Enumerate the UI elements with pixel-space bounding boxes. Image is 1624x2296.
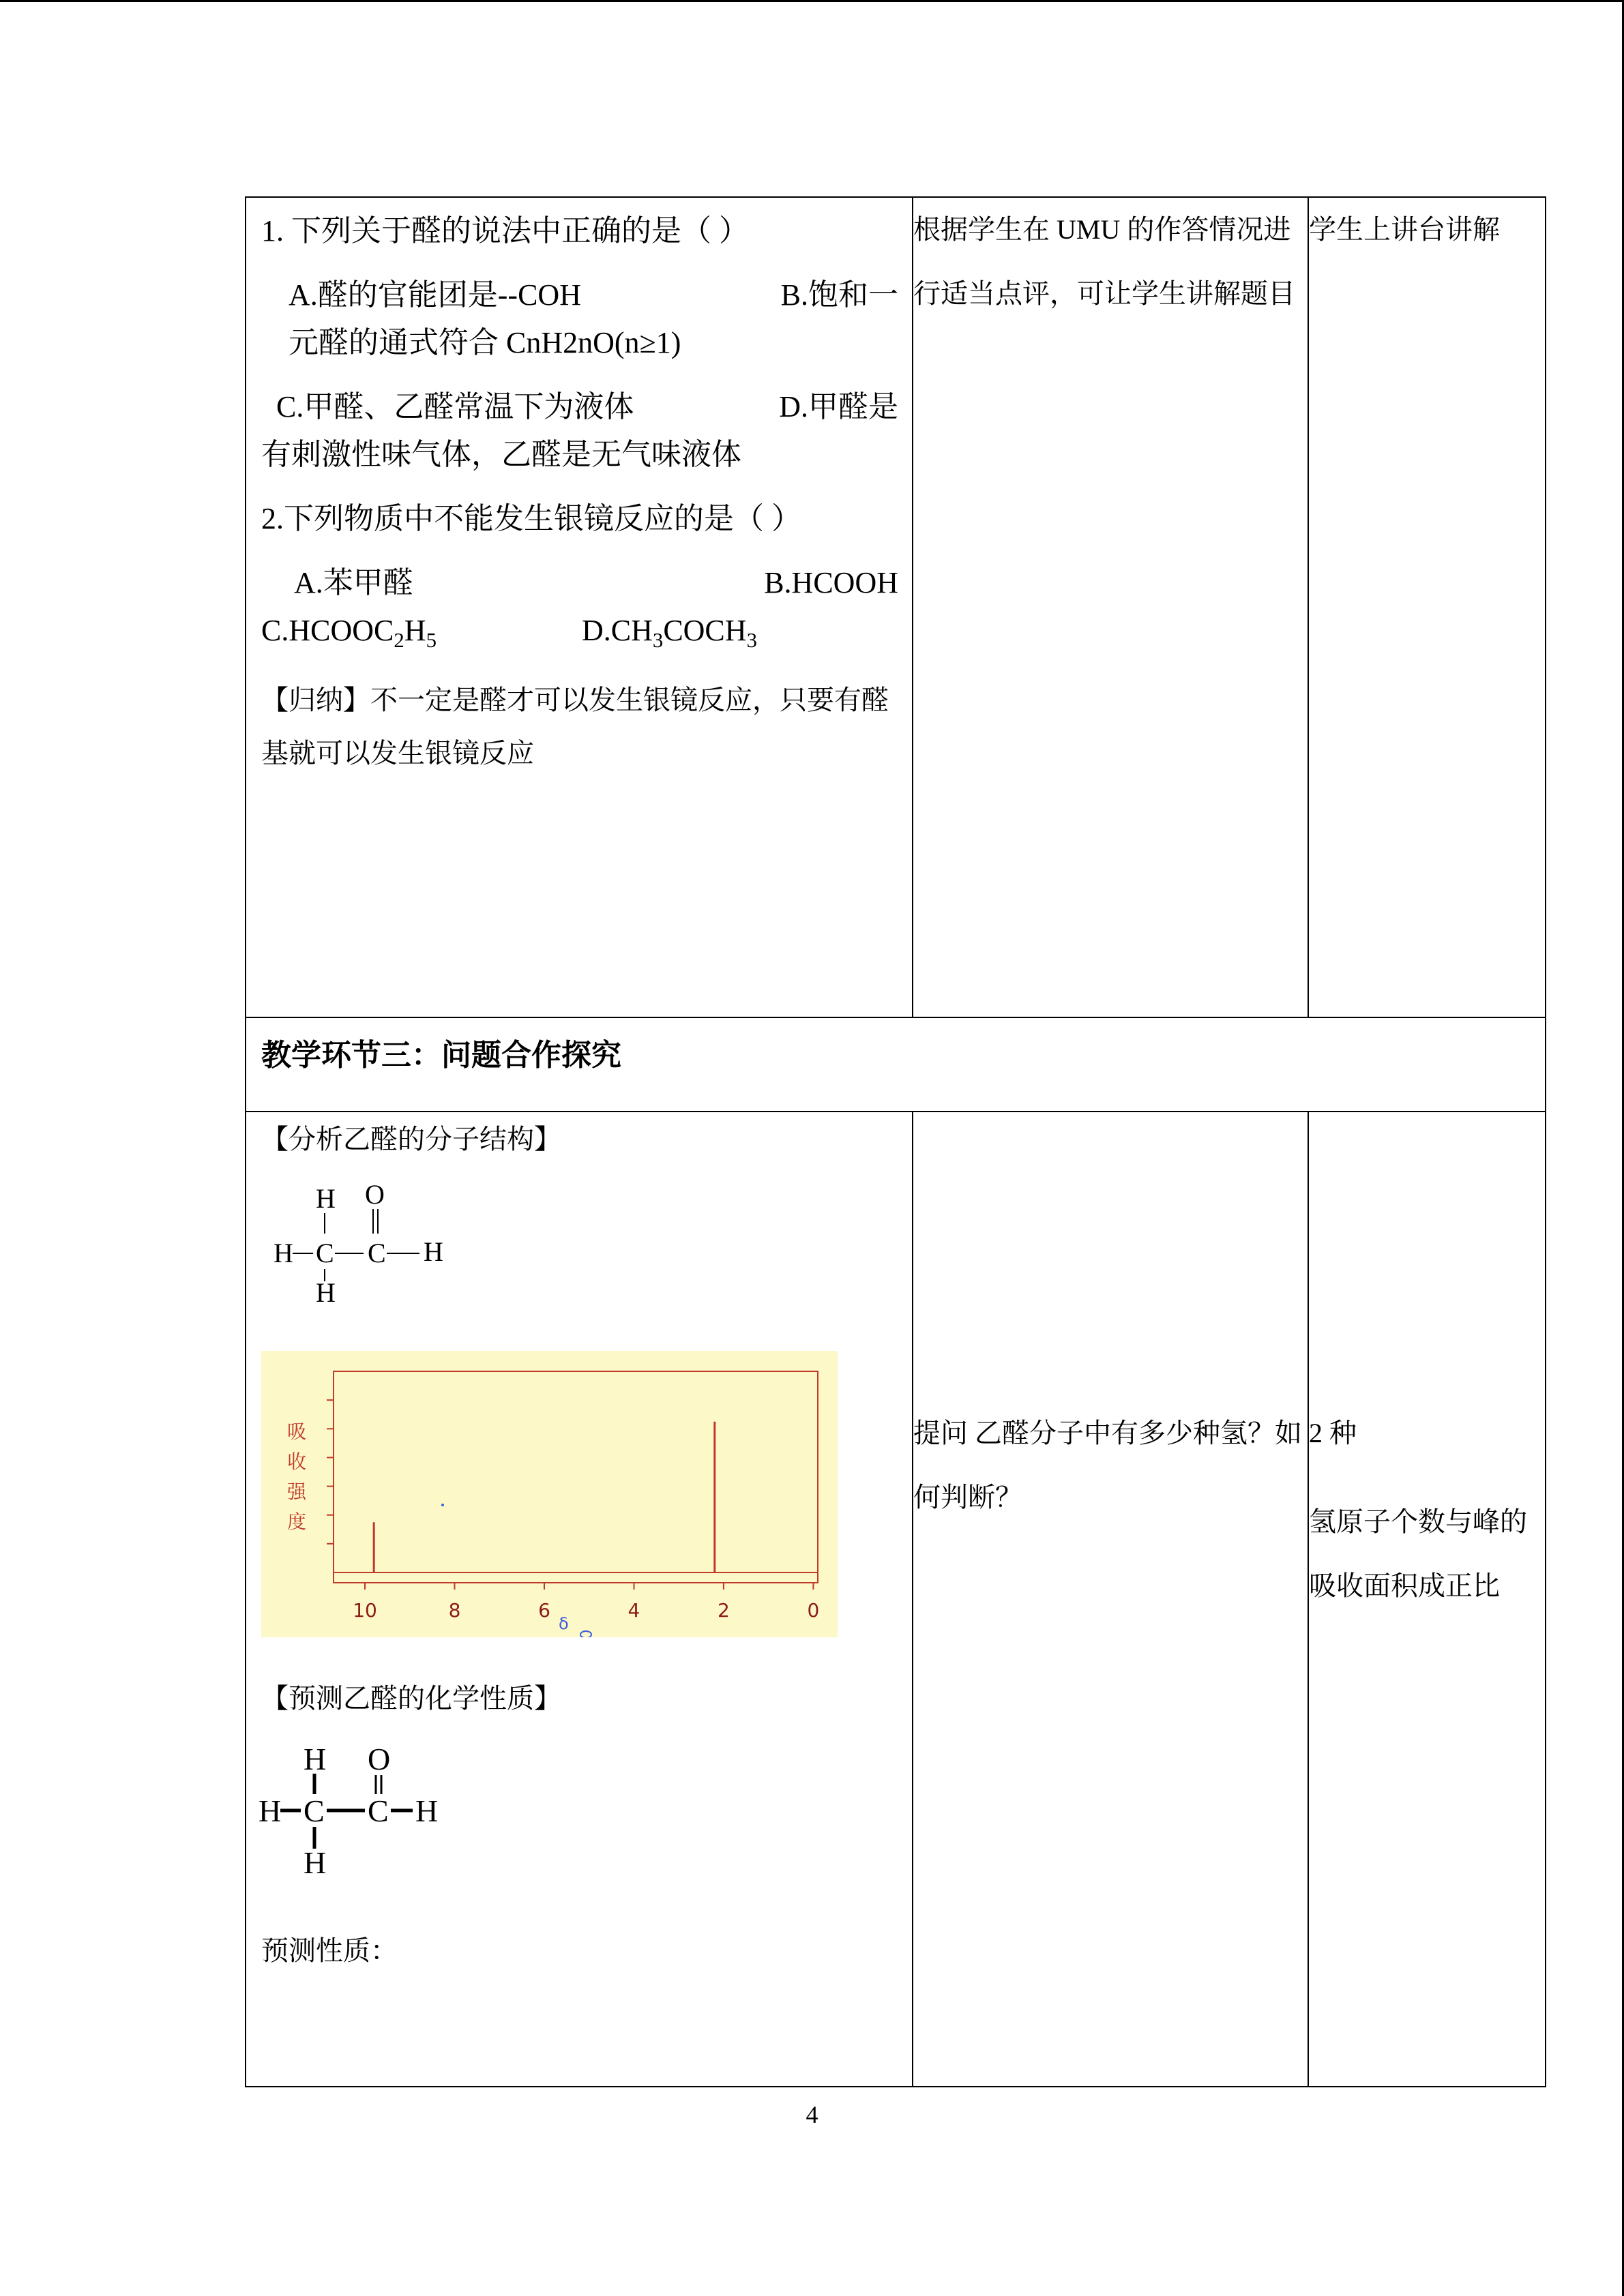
exercise-cell <box>246 197 913 1017</box>
decorative-circle <box>580 1631 591 1637</box>
q1-option-b-continued: 元醛的通式符合 CnH2nO(n≥1) <box>289 326 681 359</box>
x-tick-label: 10 <box>353 1599 377 1622</box>
x-ticks <box>353 1583 819 1622</box>
dot-mark <box>441 1504 444 1506</box>
atom-label: H <box>316 1183 336 1214</box>
nmr-spectrum-svg <box>261 1351 838 1637</box>
stage-heading-cell <box>246 1017 1546 1112</box>
plot-frame <box>334 1371 818 1583</box>
teacher-activity-cell <box>913 1112 1308 2087</box>
q1-option-a: A.醛的官能团是--COH <box>289 278 581 312</box>
question-1-stem: 1. 下列关于醛的说法中正确的是（ ） <box>261 214 749 248</box>
student-activity-cell <box>1308 197 1546 1017</box>
q2-option-b: B.HCOOH <box>764 566 898 599</box>
table-row <box>246 1112 1546 2087</box>
atom-label: C <box>304 1793 325 1828</box>
peaks <box>374 1422 715 1572</box>
student-activity-cell <box>1308 1112 1546 2087</box>
page-top-border <box>0 0 1624 2</box>
q2-options-cd-line <box>261 607 898 664</box>
table-row <box>246 1017 1546 1112</box>
nmr-spectrum-chart <box>261 1351 838 1637</box>
y-label-char: 吸 <box>287 1420 307 1443</box>
x-tick-label: 0 <box>807 1599 820 1622</box>
q1-option-b: B.饱和一 <box>780 278 898 312</box>
question-2-stem: 2.下列物质中不能发生银镜反应的是（ ） <box>261 502 801 535</box>
stage-title: 教学环节三：问题合作探究 <box>261 1039 621 1072</box>
x-tick-label: 8 <box>448 1599 461 1622</box>
atom-label: O <box>368 1742 391 1776</box>
table-row <box>246 197 1546 1017</box>
q1-option-d: D.甲醛是 <box>779 390 898 423</box>
teacher-activity-text: 根据学生在 UMU 的作答情况进行适当点评，可让学生讲解题目 <box>913 214 1295 309</box>
acetaldehyde-structure-1 <box>274 1160 478 1310</box>
exploration-cell <box>246 1112 913 2087</box>
atom-label: C <box>368 1793 389 1828</box>
atom-label: C <box>316 1238 334 1268</box>
x-tick-label: 6 <box>538 1599 550 1622</box>
q1-option-c: C.甲醛、乙醛常温下为液体 <box>276 390 634 423</box>
y-axis-label <box>287 1420 307 1533</box>
question-1-options-cd <box>261 383 898 479</box>
atom-label: O <box>365 1179 385 1210</box>
y-label-char: 强 <box>287 1480 307 1503</box>
atom-label: H <box>259 1793 282 1828</box>
y-label-char: 度 <box>287 1510 307 1533</box>
x-tick-label: 4 <box>628 1599 640 1622</box>
predict-properties-label: 【预测乙醛的化学性质】 <box>261 1683 561 1714</box>
page-number: 4 <box>806 2101 818 2128</box>
atom-label: C <box>368 1238 386 1268</box>
q1-option-d-continued: 有刺激性味气体，乙醛是无气味液体 <box>261 438 741 471</box>
analyze-structure-label: 【分析乙醛的分子结构】 <box>261 1124 561 1154</box>
teacher-activity-cell <box>913 197 1308 1017</box>
bonds <box>293 1209 419 1281</box>
question-1-options-ab <box>261 271 898 367</box>
x-axis-label: δ <box>559 1614 569 1633</box>
q2-option-a: A.苯甲醛 <box>294 566 413 599</box>
atom-label: H <box>304 1845 327 1880</box>
teacher-question-text: 提问 乙醛分子中有多少种氢？如何判断？ <box>913 1418 1302 1512</box>
atom-label: H <box>304 1742 327 1776</box>
y-label-char: 收 <box>287 1450 307 1473</box>
student-answer-explanation: 氢原子个数与峰的吸收面积成正比 <box>1309 1506 1527 1601</box>
acetaldehyde-structure-2 <box>259 1740 463 1896</box>
atom-label: H <box>274 1238 293 1268</box>
student-answer-count: 2 种 <box>1309 1418 1357 1448</box>
q2-option-c: $C.HCOOC_2H_5$ <box>261 614 437 652</box>
x-tick-label: 2 <box>718 1599 730 1622</box>
question-2-options <box>261 559 898 664</box>
bonds <box>280 1774 413 1849</box>
y-ticks <box>327 1400 334 1544</box>
q2-option-d: $D.CH_3COCH_3$ <box>582 614 757 652</box>
atom-label: H <box>424 1236 443 1267</box>
predict-properties-prompt: 预测性质： <box>261 1935 398 1966</box>
student-activity-text: 学生上讲台讲解 <box>1309 214 1500 245</box>
atom-label: H <box>415 1793 439 1828</box>
lesson-plan-table <box>245 196 1546 2087</box>
atom-label: H <box>316 1277 336 1308</box>
summary-note: 【归纳】不一定是醛才可以发生银镜反应，只要有醛基就可以发生银镜反应 <box>261 684 889 769</box>
